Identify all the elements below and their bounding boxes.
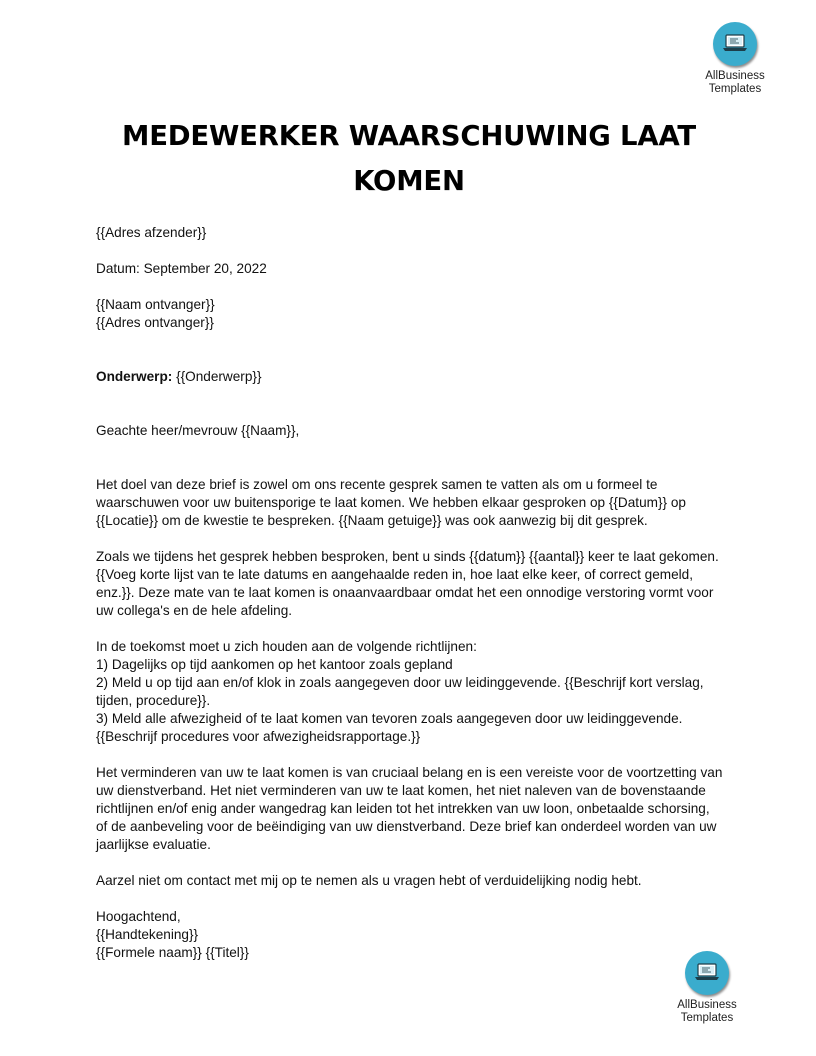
title-line1: MEDEWERKER WAARSCHUWING LAAT: [122, 120, 696, 152]
brand-line2: Templates: [680, 1011, 734, 1024]
paragraph-line: uw collega's en de hele afdeling.: [96, 603, 293, 618]
paragraph-2: [96, 548, 726, 620]
closing: Hoogachtend,: [96, 909, 181, 924]
brand-line1: AllBusiness: [677, 999, 737, 1011]
guideline-item: tijden, procedure}}.: [96, 693, 211, 708]
subject-line: [96, 368, 726, 386]
sender-address: {{Adres afzender}}: [96, 225, 207, 240]
paragraph-line: jaarlijkse evaluatie.: [96, 837, 211, 852]
subject-value: {{Onderwerp}}: [172, 369, 262, 384]
paragraph-line: Zoals we tijdens het gesprek hebben besproken, bent u sinds {{datum}} {{aantal}} keer te laat gekomen.: [96, 549, 719, 564]
guideline-item: 2) Meld u op tijd aan en/of klok in zoals aangegeven door uw leidinggevende. {{Beschrijf kort verslag,: [96, 675, 704, 690]
brand-line2: Templates: [708, 82, 762, 95]
paragraph-line: Het verminderen van uw te laat komen is van cruciaal belang en is een vereiste voor de voortzetting van: [96, 765, 723, 780]
document-title: [100, 114, 718, 204]
letter-date: Datum: September 20, 2022: [96, 261, 267, 276]
paragraph-3-guidelines: [96, 638, 726, 746]
paragraph-line: Het doel van deze brief is zowel om ons recente gesprek samen te vatten als om u formeel te: [96, 477, 658, 492]
paragraph-line: waarschuwen voor uw buitensporige te laat komen. We hebben elkaar gesproken op {{Datum}} op: [96, 495, 686, 510]
recipient-address: {{Adres ontvanger}}: [96, 315, 214, 330]
paragraph-line: of de aanbeveling voor de beëindiging van uw dienstverband. Deze brief kan onderdeel worden van uw: [96, 819, 717, 834]
paragraph-1: [96, 476, 726, 530]
brand-logo-top: [697, 22, 773, 95]
paragraph-line: enz.}}. Deze mate van te laat komen is onaanvaardbaar omdat het een onnodige verstoring vormt voor: [96, 585, 714, 600]
paragraph-line: In de toekomst moet u zich houden aan de volgende richtlijnen:: [96, 639, 477, 654]
paragraph-4: [96, 764, 726, 854]
brand-name: [697, 70, 773, 95]
paragraph-line: uw dienstverband. Het niet verminderen van uw te laat komen, het niet naleven van de bovenstaande: [96, 783, 706, 798]
paragraph-line: {{Voeg korte lijst van te late datums en aangehaalde reden in, hoe laat elke keer, of correct gemeld,: [96, 567, 694, 582]
brand-logo-bottom: [669, 951, 745, 1024]
letter-body: [96, 224, 726, 962]
laptop-icon: [685, 951, 729, 995]
title-line2: KOMEN: [353, 165, 465, 197]
brand-line1: AllBusiness: [705, 70, 765, 82]
guideline-item: {{Beschrijf procedures voor afwezigheidsrapportage.}}: [96, 729, 421, 744]
signature-placeholder: {{Handtekening}}: [96, 927, 199, 942]
laptop-icon: [713, 22, 757, 66]
paragraph-line: richtlijnen en/of enig ander wangedrag kan leiden tot het intrekken van uw loon, onbetaalde schorsing,: [96, 801, 710, 816]
guideline-item: 3) Meld alle afwezigheid of te laat komen van tevoren zoals aangegeven door uw leidinggevende.: [96, 711, 683, 726]
paragraph-5: Aarzel niet om contact met mij op te nemen als u vragen hebt of verduidelijking nodig hebt.: [96, 873, 642, 888]
brand-name: [669, 999, 745, 1024]
recipient-name: {{Naam ontvanger}}: [96, 297, 215, 312]
subject-label: Onderwerp:: [96, 369, 173, 384]
salutation: Geachte heer/mevrouw {{Naam}},: [96, 423, 300, 438]
formal-name-title: {{Formele naam}} {{Titel}}: [96, 945, 249, 960]
paragraph-line: {{Locatie}} om de kwestie te bespreken. {{Naam getuige}} was ook aanwezig bij dit gesprek.: [96, 513, 648, 528]
guideline-item: 1) Dagelijks op tijd aankomen op het kantoor zoals gepland: [96, 657, 453, 672]
